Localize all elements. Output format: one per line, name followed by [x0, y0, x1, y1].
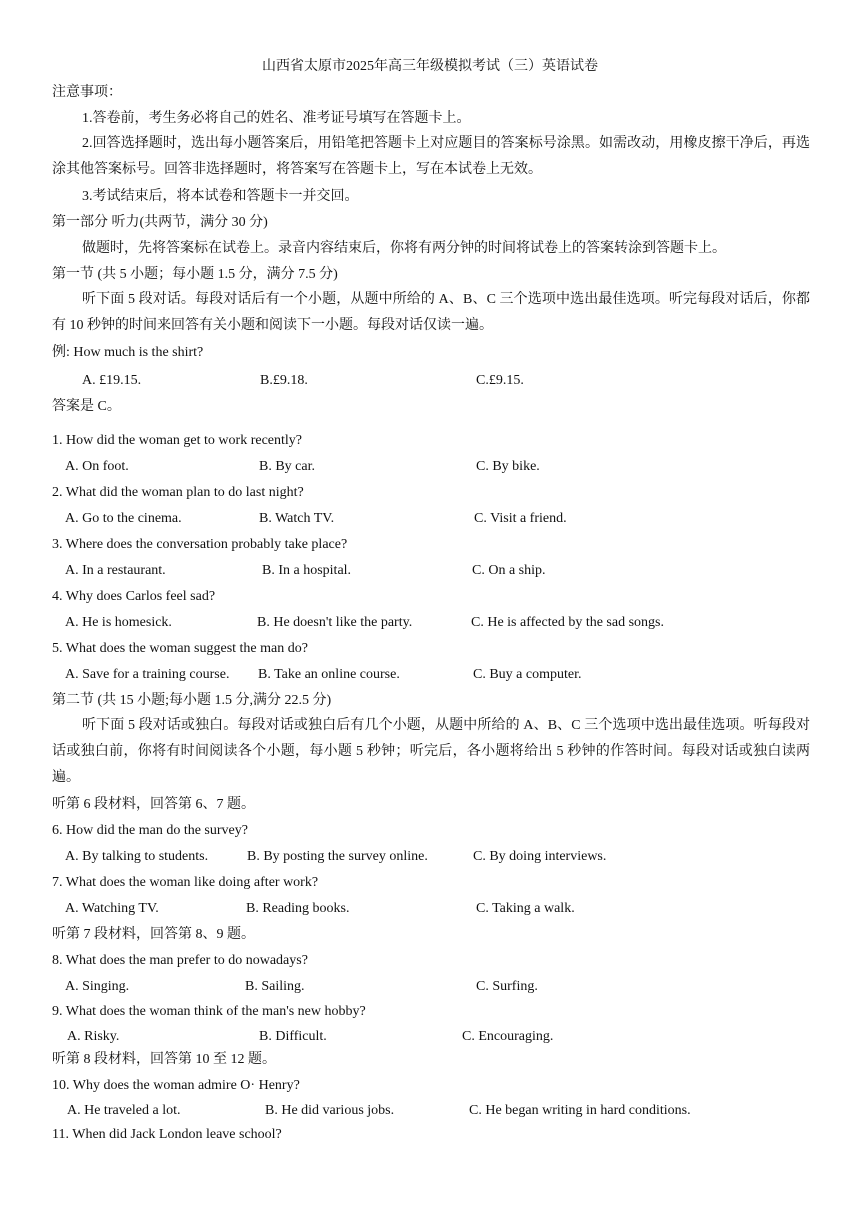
q9-option-c: C. Encouraging.: [462, 1029, 554, 1044]
example-option-b: B.£9.18.: [260, 373, 308, 388]
q8-option-b: B. Sailing.: [245, 979, 305, 994]
example-answer: 答案是 C。: [52, 399, 121, 414]
q8-option-c: C. Surfing.: [476, 979, 538, 994]
q1-option-a: A. On foot.: [65, 459, 129, 474]
q4-option-a: A. He is homesick.: [65, 615, 172, 630]
q5-option-b: B. Take an online course.: [258, 667, 400, 682]
q8-option-a: A. Singing.: [65, 979, 130, 994]
q5-option-c: C. Buy a computer.: [473, 667, 582, 682]
notice-1: 1.答卷前，考生务必将自己的姓名、准考证号填写在答题卡上。: [82, 111, 471, 126]
q3-option-a: A. In a restaurant.: [65, 563, 166, 578]
question-3: 3. Where does the conversation probably take place?: [52, 537, 348, 552]
q2-option-a: A. Go to the cinema.: [65, 511, 182, 526]
question-1: 1. How did the woman get to work recently?: [52, 433, 302, 448]
q3-option-b: B. In a hospital.: [262, 563, 352, 578]
example-option-c: C.£9.15.: [476, 373, 524, 388]
q7-option-c: C. Taking a walk.: [476, 901, 575, 916]
q9-option-b: B. Difficult.: [259, 1029, 327, 1044]
section2-heading: 第二节 (共 15 小题;每小题 1.5 分,满分 22.5 分): [52, 693, 332, 708]
q2-option-c: C. Visit a friend.: [474, 511, 567, 526]
q1-option-b: B. By car.: [259, 459, 315, 474]
question-6: 6. How did the man do the survey?: [52, 823, 248, 838]
q3-option-c: C. On a ship.: [472, 563, 546, 578]
q9-option-a: A. Risky.: [67, 1029, 120, 1044]
section2-instruction: 听下面 5 段对话或独白。每段对话或独白后有几个小题，从题中所给的 A、B、C 三个选项中选出最佳选项。听每段对话或独白前，你将有时间阅读各个小题，每小题 5 秒钟；听完后，各小题将给出 5 秒钟的作答时间。每段对话或独白读两遍。: [52, 718, 810, 785]
example-question: 例: How much is the shirt?: [52, 345, 204, 360]
question-7: 7. What does the woman like doing after work?: [52, 875, 319, 890]
part1-instruction: 做题时，先将答案标在试卷上。录音内容结束后，你将有两分钟的时间将试卷上的答案转涂到答题卡上。: [82, 241, 726, 256]
section1-heading: 第一节 (共 5 小题；每小题 1.5 分，满分 7.5 分): [52, 267, 338, 282]
question-4: 4. Why does Carlos feel sad?: [52, 589, 216, 604]
page-title: 山西省太原市2025年高三年级模拟考试（三）英语试卷: [262, 59, 598, 74]
q6-option-a: A. By talking to students.: [65, 849, 209, 864]
part1-heading: 第一部分 听力(共两节，满分 30 分): [52, 215, 268, 230]
question-5: 5. What does the woman suggest the man do?: [52, 641, 308, 656]
q7-option-b: B. Reading books.: [246, 901, 350, 916]
question-10: 10. Why does the woman admire O· Henry?: [52, 1078, 300, 1093]
q4-option-b: B. He doesn't like the party.: [257, 615, 413, 630]
material-7: 听第 7 段材料，回答第 8、9 题。: [52, 927, 255, 942]
q4-option-c: C. He is affected by the sad songs.: [471, 615, 664, 630]
q7-option-a: A. Watching TV.: [65, 901, 159, 916]
q10-option-c: C. He began writing in hard conditions.: [469, 1103, 691, 1118]
notice-heading: 注意事项：: [52, 85, 122, 100]
material-8: 听第 8 段材料，回答第 10 至 12 题。: [52, 1052, 276, 1067]
notice-2: 2.回答选择题时，选出每小题答案后，用铅笔把答题卡上对应题目的答案标号涂黑。如需改动，用橡皮擦干净后，再选涂其他答案标号。回答非选择题时，将答案写在答题卡上，写在本试卷上无效。: [52, 136, 810, 177]
q5-option-a: A. Save for a training course.: [65, 667, 230, 682]
example-option-a: A. £19.15.: [82, 373, 142, 388]
q10-option-b: B. He did various jobs.: [265, 1103, 395, 1118]
q2-option-b: B. Watch TV.: [259, 511, 335, 526]
question-11: 11. When did Jack London leave school?: [52, 1127, 282, 1142]
question-2: 2. What did the woman plan to do last night?: [52, 485, 304, 500]
q6-option-c: C. By doing interviews.: [473, 849, 607, 864]
question-9: 9. What does the woman think of the man's new hobby?: [52, 1004, 366, 1019]
q1-option-c: C. By bike.: [476, 459, 540, 474]
q6-option-b: B. By posting the survey online.: [247, 849, 428, 864]
section1-instruction: 听下面 5 段对话。每段对话后有一个小题，从题中所给的 A、B、C 三个选项中选出最佳选项。听完每段对话后，你都有 10 秒钟的时间来回答有关小题和阅读下一小题。每段对话仅读一遍。: [52, 292, 810, 333]
material-6: 听第 6 段材料，回答第 6、7 题。: [52, 797, 255, 812]
q10-option-a: A. He traveled a lot.: [67, 1103, 181, 1118]
notice-3: 3.考试结束后，将本试卷和答题卡一并交回。: [82, 189, 359, 204]
question-8: 8. What does the man prefer to do nowadays?: [52, 953, 308, 968]
